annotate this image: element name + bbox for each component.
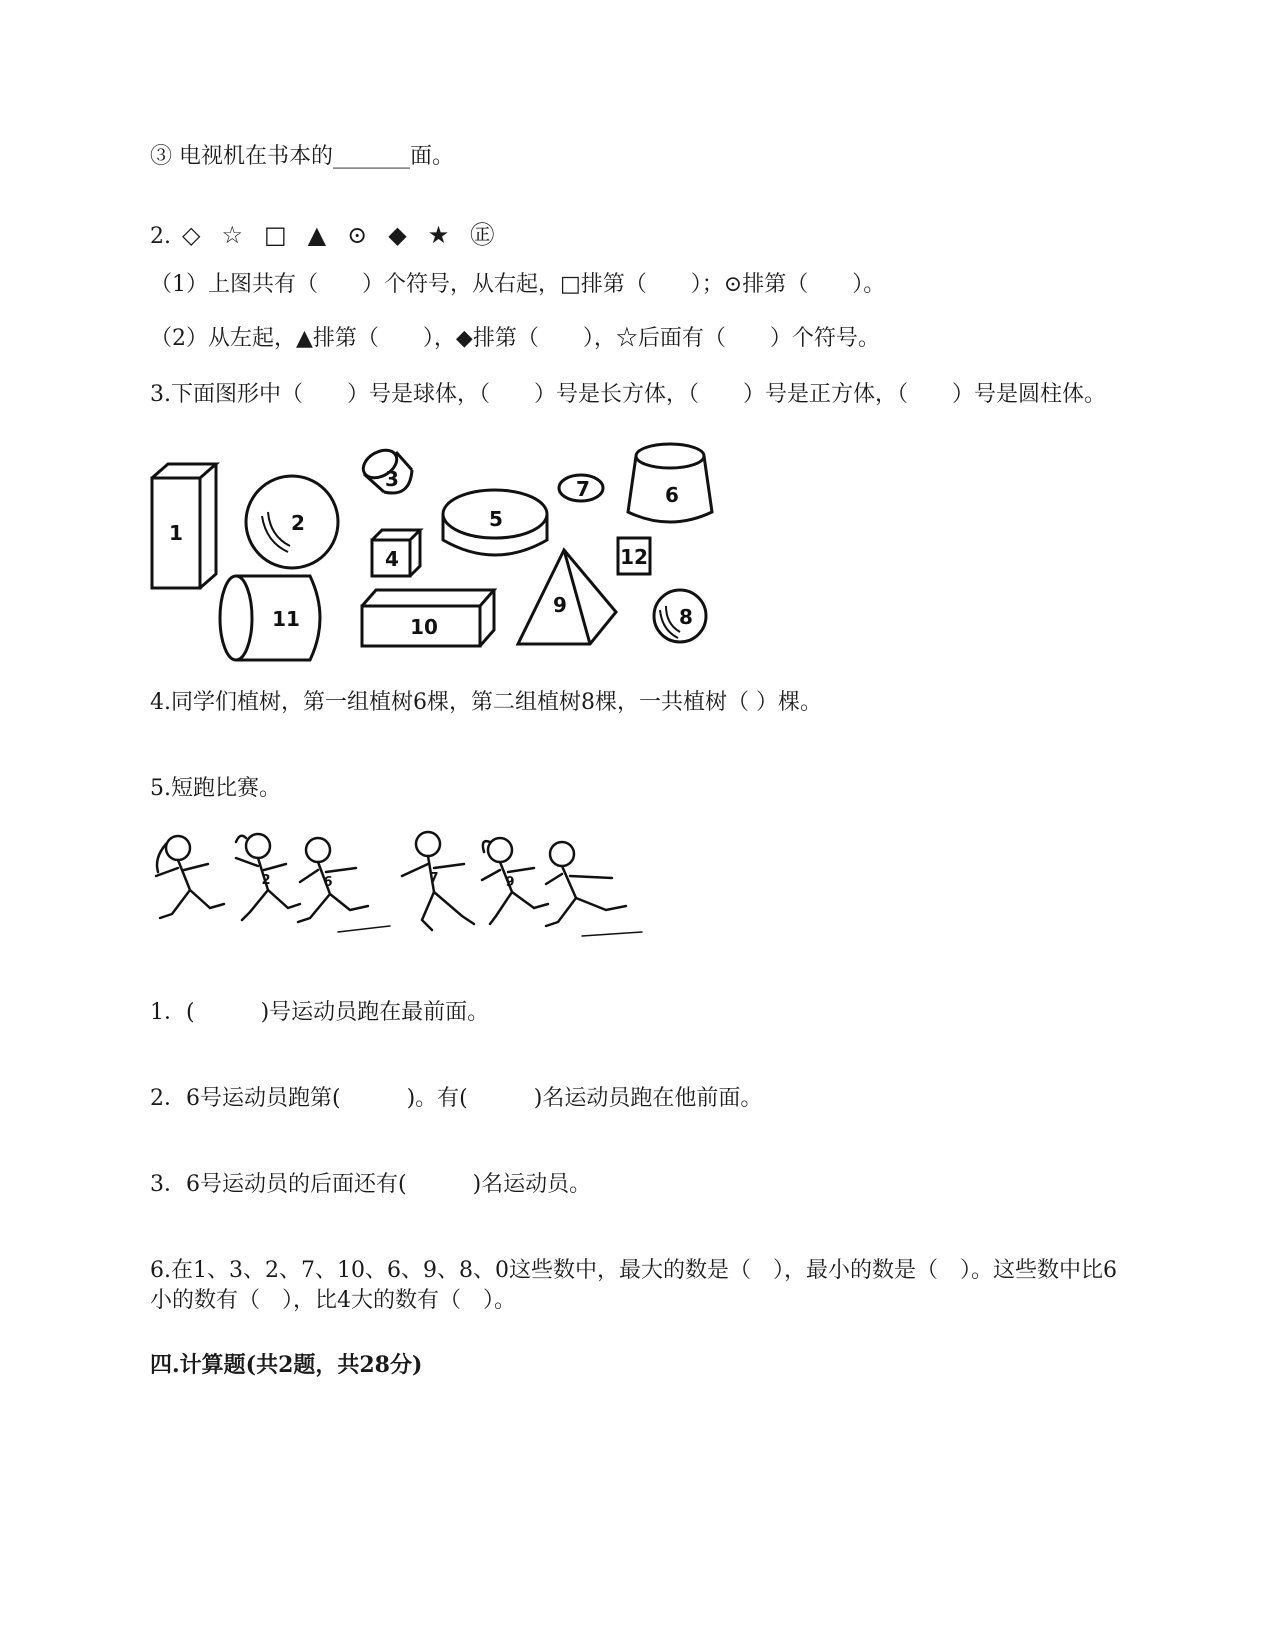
question-5-sub2: 2．6号运动员跑第( )。有( )名运动员跑在他前面。 xyxy=(150,1086,763,1111)
shape-label-2: 2 xyxy=(291,511,305,535)
shape-label-5: 5 xyxy=(489,507,503,531)
question-6-text: 6.在1、3、2、7、10、6、9、8、0这些数中，最大的数是（ ），最小的数是（ ）。这些数中比6小的数有（ ），比4大的数有（ ）。 xyxy=(150,1258,1117,1313)
question-2-sub2: （2）从左起，▲排第（ ），◆排第（ ），☆后面有（ ）个符号。 xyxy=(150,326,880,351)
runners-illustration xyxy=(150,828,650,948)
hollow-diamond-symbol: ◇ xyxy=(182,221,201,249)
shape-label-9: 9 xyxy=(553,593,567,617)
question-4-text: 4.同学们植树，第一组植树6棵，第二组植树8棵，一共植树（ ）棵。 xyxy=(150,690,822,715)
triangle-symbol: ▲ xyxy=(307,221,327,249)
shape-label-1: 1 xyxy=(169,521,183,545)
shape-label-7: 7 xyxy=(576,477,590,501)
filled-diamond-symbol: ◆ xyxy=(388,221,407,249)
runner-number-7: 7 xyxy=(429,871,439,886)
hollow-star-symbol: ☆ xyxy=(221,221,243,249)
question-3-text: 3.下面图形中（ ）号是球体，（ ）号是长方体，（ ）号是正方体，（ ）号是圆柱体。 xyxy=(150,382,1106,407)
filled-star-symbol: ★ xyxy=(427,221,450,249)
circled-zheng-symbol: ㊣ xyxy=(470,221,495,249)
shape-label-4: 4 xyxy=(385,547,399,571)
shape-label-10: 10 xyxy=(410,615,438,639)
symbol-row xyxy=(150,218,508,254)
runner-number-6: 6 xyxy=(323,875,333,890)
square-symbol: □ xyxy=(263,221,287,249)
question-5-title: 5.短跑比赛。 xyxy=(150,776,281,801)
runner-number-9: 9 xyxy=(505,875,515,890)
question-5-sub3: 3．6号运动员的后面还有( )名运动员。 xyxy=(150,1172,592,1197)
question-5-sub1: 1．( )号运动员跑在最前面。 xyxy=(150,1000,490,1025)
shape-label-12: 12 xyxy=(620,545,648,569)
section-4-title: 四.计算题(共2题，共28分) xyxy=(150,1352,423,1378)
runner-number-2: 2 xyxy=(261,873,271,888)
shape-label-8: 8 xyxy=(679,605,693,629)
question-2-label: 2. xyxy=(150,224,171,249)
question-2-sub1: （1）上图共有（ ）个符号，从右起，□排第（ ）；⊙排第（ ）。 xyxy=(150,272,886,297)
shape-label-6: 6 xyxy=(665,483,679,507)
shape-label-3: 3 xyxy=(385,467,399,491)
question-tv-position: ③ 电视机在书本的_______面。 xyxy=(150,144,454,169)
shape-label-11: 11 xyxy=(272,607,300,631)
shapes-figure xyxy=(140,440,740,670)
circled-dot-symbol: ⊙ xyxy=(347,221,368,249)
